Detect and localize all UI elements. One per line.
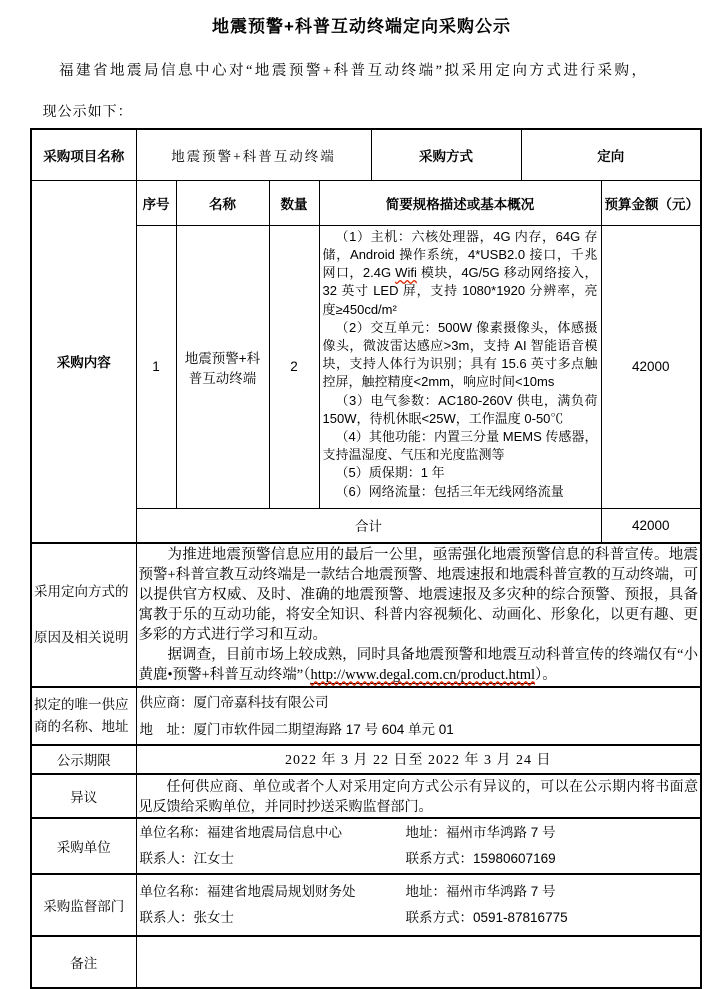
table-row: [31, 180, 701, 225]
supervisor-details: [136, 874, 701, 936]
remark-label: 备注: [31, 936, 136, 988]
project-name-label: 采购项目名称: [31, 129, 136, 181]
spec-line-5: （5）质保期：1 年: [335, 465, 445, 481]
purchaser-details: [136, 818, 701, 874]
supplier-label: 拟定的唯一供应商的名称、地址: [31, 687, 136, 745]
purchaser-name: 单位名称：福建省地震局信息中心: [139, 824, 342, 840]
table-row: [31, 936, 701, 988]
procurement-table: [30, 128, 702, 989]
document-page: [0, 12, 723, 972]
objection-label: 异议: [31, 774, 136, 818]
table-row: [31, 818, 701, 874]
table-row: [31, 129, 701, 181]
supplier-details: [136, 687, 701, 745]
table-row: [31, 774, 701, 818]
column-header-budget: 预算金额（元）: [601, 180, 701, 225]
table-row: [31, 687, 701, 745]
supervisor-name: 单位名称：福建省地震局规划财务处: [139, 883, 356, 899]
period-value: 2022 年 3 月 22 日至 2022 年 3 月 24 日: [136, 745, 701, 774]
purchaser-contact: 联系人：江女士: [139, 850, 234, 866]
period-label: 公示期限: [31, 745, 136, 774]
item-seq: 1: [136, 225, 176, 508]
remark-value: [136, 936, 701, 988]
supervisor-phone: 联系方式：0591-87816775: [405, 909, 568, 925]
project-name-value: 地震预警+科普互动终端: [136, 129, 371, 181]
purchaser-label: 采购单位: [31, 818, 136, 874]
purchase-method-value: 定向: [521, 129, 701, 181]
product-url-link[interactable]: http://www.degal.com.cn/product.html: [310, 666, 536, 683]
table-row: [31, 874, 701, 936]
purchaser-addr: 地址：福州市华鸿路 7 号: [405, 824, 556, 840]
table-row: [31, 745, 701, 774]
item-qty: 2: [269, 225, 319, 508]
total-label: 合计: [136, 508, 601, 543]
intro-paragraph: 福建省地震局信息中心对“地震预警+科普互动终端”拟采用定向方式进行采购，: [59, 63, 649, 79]
spec-line-2: （2）交互单元：500W 像素摄像头，体感摄像头，微波雷达感应>3m，支持 AI 智能语音模块，支持人体行为识别；具有 15.6 英寸多点触控屏，触控精度<2mm，响应时间<10ms: [322, 319, 598, 390]
column-header-qty: 数量: [269, 180, 319, 225]
item-spec: [319, 225, 601, 508]
item-name: 地震预警+科普互动终端: [176, 225, 269, 508]
spec-line-6: （6）网络流量：包括三年无线网络流量: [335, 483, 564, 499]
page-title: 地震预警+科普互动终端定向采购公示: [212, 17, 511, 36]
supervisor-label: 采购监督部门: [31, 874, 136, 936]
objection-text: 任何供应商、单位或者个人对采用定向方式公示有异议的，可以在公示期内将书面意见反馈给采购单位，并同时抄送采购监督部门。: [136, 774, 701, 818]
supplier-name-line: 供应商：厦门帝嘉科技有限公司: [139, 694, 329, 710]
spec-line-3: （3）电气参数：AC180-260V 供电，满负荷 150W，待机休眠<25W，工作温度 0-50℃: [322, 392, 598, 426]
spec-line-4: （4）其他功能：内置三分量 MEMS 传感器，支持温湿度、气压和光度监测等: [322, 428, 598, 463]
purchaser-phone: 联系方式：15980607169: [405, 850, 556, 866]
reason-paragraph-2: 据调查，目前市场上较成熟，同时具备地震预警和地震互动科普宣传的终端仅有“小黄鹿•预警+科普互动终端”（http://www.degal.com.cn/product.html）。: [138, 646, 698, 683]
reason-paragraph-1: 为推进地震预警信息应用的最后一公里，亟需强化地震预警信息的科普宣传。地震预警+科普宣教互动终端是一款结合地震预警、地震速报和地震科普宣教的互动终端，可以提供官方权威、及时、准确的地震预警、地震速报及多灾种的综合预警、预报，具备寓教于乐的互动功能，将安全知识、科普内容视频化、动画化、形象化，以更有趣、更多彩的方式进行学习和互动。: [138, 546, 698, 643]
column-header-spec: 简要规格描述或基本概况: [319, 180, 601, 225]
supplier-addr-line: 地 址：厦门市软件园二期望海路 17 号 604 单元 01: [139, 721, 454, 737]
content-section-label: 采购内容: [31, 180, 136, 543]
wifi-misspell-mark: Wifi: [395, 265, 417, 281]
column-header-seq: 序号: [136, 180, 176, 225]
reason-label: 采用定向方式的原因及相关说明: [31, 543, 136, 687]
intro-lead-in: 现公示如下：: [42, 104, 133, 120]
reason-text: [136, 543, 701, 687]
supervisor-contact: 联系人：张女士: [139, 909, 234, 925]
purchase-method-label: 采购方式: [371, 129, 521, 181]
table-row: [31, 543, 701, 687]
column-header-name: 名称: [176, 180, 269, 225]
total-value: 42000: [601, 508, 701, 543]
supervisor-addr: 地址：福州市华鸿路 7 号: [405, 883, 556, 899]
item-budget: 42000: [601, 225, 701, 508]
spec-line-1: （1）主机：六核处理器，4G 内存，64G 存储，Android 操作系统，4*USB2.0 接口，千兆网口，2.4G Wifi 模块，4G/5G 移动网络接入，32 英寸 LED 屏，支持 1080*1920 分辨率，亮度≥450cd/m²: [322, 228, 598, 317]
